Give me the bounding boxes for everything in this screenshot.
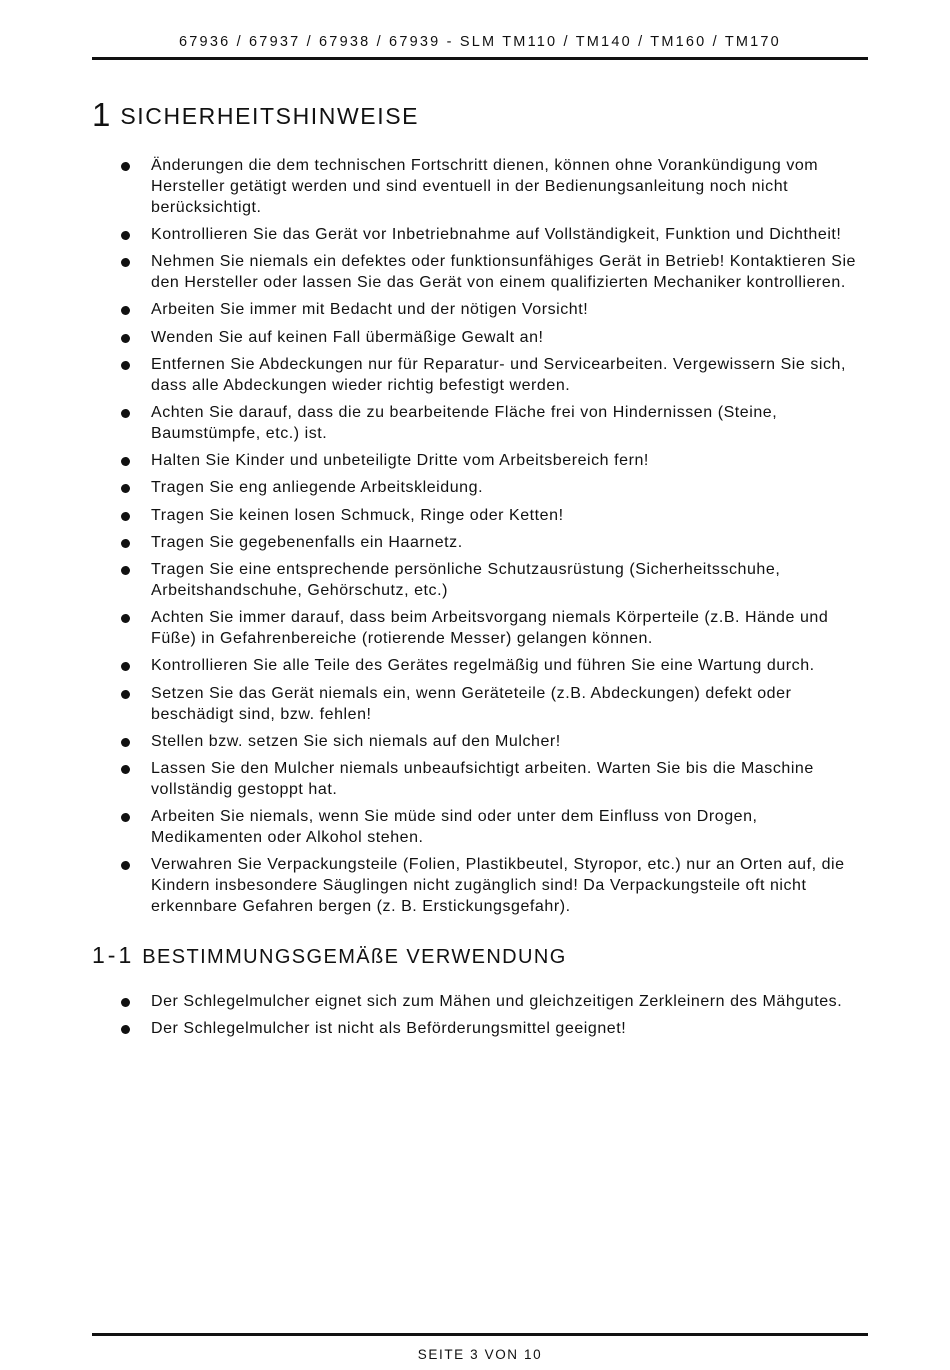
list-item-text: Nehmen Sie niemals ein defektes oder funktionsunfähiges Gerät in Betrieb! Kontaktieren Sie den Hersteller oder lassen Sie das Gerät von einem qualifizierten Mechaniker kontrollieren. (151, 253, 856, 291)
list-item-text: Tragen Sie eine entsprechende persönliche Schutzausrüstung (Sicherheitsschuhe, Arbeitshandschuhe, Gehörschutz, etc.) (151, 561, 781, 600)
bullet-icon (121, 258, 130, 267)
list-item (92, 533, 868, 554)
bullet-icon (121, 231, 130, 240)
header-title: 67936 / 67937 / 67938 / 67939 - SLM TM110 / TM140 / TM160 / TM170 (179, 34, 781, 50)
list-item-text: Verwahren Sie Verpackungsteile (Folien, Plastikbeutel, Styropor, etc.) nur an Orten auf, die Kindern insbesondere Säuglingen nicht zugänglich sind! Da Verpackungsteile oft nicht erkennbare Gefahren bergen (z. B. Erstickungsgefahr). (151, 856, 845, 915)
section-number: 1 (92, 96, 111, 133)
subsection-title: BESTIMMUNGSGEMÄßE VERWENDUNG (142, 945, 567, 968)
bullet-icon (121, 861, 130, 870)
list-item-text: Kontrollieren Sie das Gerät vor Inbetriebnahme auf Vollständigkeit, Funktion und Dichtheit! (151, 225, 842, 243)
list-item (92, 403, 868, 445)
intended-use-list (92, 992, 868, 1040)
bullet-icon (121, 614, 130, 623)
list-item (92, 807, 868, 849)
bullet-icon (121, 738, 130, 747)
list-item-text: Tragen Sie keinen losen Schmuck, Ringe oder Ketten! (151, 506, 564, 524)
bullet-icon (121, 813, 130, 822)
list-item-text: Tragen Sie gegebenenfalls ein Haarnetz. (151, 533, 463, 551)
subsection-number: 1-1 (92, 941, 135, 968)
list-item (92, 855, 868, 917)
list-item-text: Änderungen die dem technischen Fortschritt dienen, können ohne Vorankündigung vom Hersteller getätigt werden und sind eventuell in der Bedienungsanleitung noch nicht berücksichtigt. (151, 157, 819, 216)
list-item-text: Arbeiten Sie immer mit Bedacht und der nötigen Vorsicht! (151, 301, 589, 319)
bullet-icon (121, 457, 130, 466)
list-item (92, 608, 868, 650)
list-item (92, 732, 868, 753)
section-title: SICHERHEITSHINWEISE (120, 103, 420, 129)
list-item (92, 156, 868, 218)
list-item-text: Arbeiten Sie niemals, wenn Sie müde sind oder unter dem Einfluss von Drogen, Medikamenten oder Alkohol stehen. (151, 808, 758, 847)
list-item (92, 225, 868, 246)
bullet-icon (121, 361, 130, 370)
bullet-icon (121, 512, 130, 521)
bullet-icon (121, 662, 130, 671)
list-item (92, 560, 868, 602)
list-item-text: Halten Sie Kinder und unbeteiligte Dritte vom Arbeitsbereich fern! (151, 452, 649, 470)
list-item (92, 451, 868, 472)
list-item-text: Lassen Sie den Mulcher niemals unbeaufsichtigt arbeiten. Warten Sie bis die Maschine vollständig gestoppt hat. (151, 760, 814, 798)
list-item-text: Der Schlegelmulcher eignet sich zum Mähen und gleichzeitigen Zerkleinern des Mähgutes. (151, 992, 843, 1010)
list-item (92, 478, 868, 499)
list-item-text: Kontrollieren Sie alle Teile des Gerätes regelmäßig und führen Sie eine Wartung durch. (151, 657, 815, 675)
list-item (92, 656, 868, 677)
bullet-icon (121, 765, 130, 774)
list-item (92, 759, 868, 801)
list-item (92, 506, 868, 527)
list-item (92, 300, 868, 321)
list-item-text: Setzen Sie das Gerät niemals ein, wenn Geräteteile (z.B. Abdeckungen) defekt oder beschädigt sind, bzw. fehlen! (151, 684, 792, 723)
list-item-text: Achten Sie immer darauf, dass beim Arbeitsvorgang niemals Körperteile (z.B. Hände und Füße) in Gefahrenbereiche (rotierende Messer) gelangen können. (151, 609, 829, 648)
list-item-text: Der Schlegelmulcher ist nicht als Beförderungsmittel geeignet! (151, 1020, 627, 1037)
document-body (92, 95, 868, 1046)
page-header (92, 33, 868, 60)
bullet-icon (121, 566, 130, 575)
bullet-icon (121, 998, 130, 1007)
list-item (92, 328, 868, 349)
list-item (92, 1019, 868, 1040)
bullet-icon (121, 334, 130, 343)
list-item-text: Tragen Sie eng anliegende Arbeitskleidung. (151, 479, 484, 497)
bullet-icon (121, 1025, 130, 1034)
bullet-icon (121, 484, 130, 493)
list-item (92, 992, 868, 1013)
list-item-text: Stellen bzw. setzen Sie sich niemals auf den Mulcher! (151, 732, 561, 750)
bullet-icon (121, 690, 130, 699)
page-footer (92, 1333, 868, 1363)
bullet-icon (121, 539, 130, 548)
page-number: SEITE 3 VON 10 (417, 1347, 543, 1362)
list-item (92, 252, 868, 294)
section-heading-intended-use (92, 940, 868, 972)
list-item-text: Entfernen Sie Abdeckungen nur für Reparatur- und Servicearbeiten. Vergewissern Sie sich, dass alle Abdeckungen wieder richtig befestigt werden. (151, 355, 846, 394)
bullet-icon (121, 162, 130, 171)
bullet-icon (121, 409, 130, 418)
list-item-text: Achten Sie darauf, dass die zu bearbeitende Fläche frei von Hindernissen (Steine, Baumstümpfe, etc.) ist. (151, 403, 778, 442)
list-item-text: Wenden Sie auf keinen Fall übermäßige Gewalt an! (151, 328, 544, 346)
list-item (92, 355, 868, 397)
safety-instructions-list (92, 156, 868, 918)
bullet-icon (121, 306, 130, 315)
list-item (92, 684, 868, 726)
section-heading-safety (92, 95, 868, 136)
